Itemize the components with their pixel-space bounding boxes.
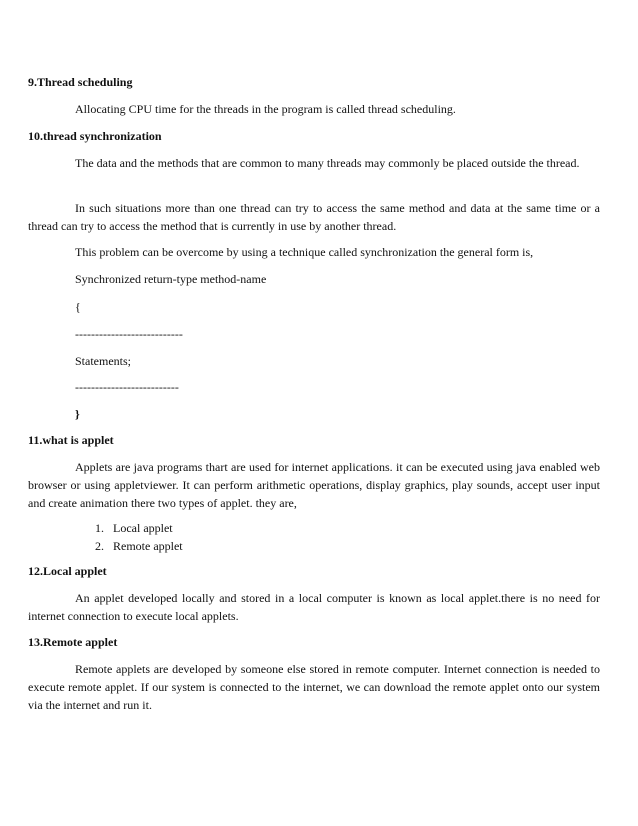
code-dashes-1: ---------------------------	[75, 327, 183, 341]
para-applet: Applets are java programs thart are used for internet applications. it can be executed using java enabled web browser or using appletviewer. It can perform arithmetic operations, display graphics, play sounds, accept user input and create animation there two types of applet. they are,	[28, 460, 600, 510]
list-text: Local applet	[113, 521, 173, 535]
para-thread-scheduling: Allocating CPU time for the threads in the program is called thread scheduling.	[75, 102, 456, 116]
heading-local-applet: 12.Local applet	[28, 564, 107, 578]
para-local-applet: An applet developed locally and stored in a local computer is known as local applet.there is no need for internet connection to execute local applets.	[28, 591, 600, 623]
code-close-brace: }	[75, 407, 80, 421]
para-remote-applet: Remote applets are developed by someone else stored in remote computer. Internet connection is needed to execute remote applet. If our system is connected to the internet, we can download the remote applet onto our system via the internet and run it.	[28, 662, 600, 712]
para-sync-3: This problem can be overcome by using a technique called synchronization the general form is,	[75, 245, 534, 259]
heading-what-is-applet: 11.what is applet	[28, 433, 114, 447]
heading-thread-synchronization: 10.thread synchronization	[28, 129, 162, 143]
list-number: 1.	[95, 521, 104, 535]
heading-remote-applet: 13.Remote applet	[28, 635, 118, 649]
list-number: 2.	[95, 539, 104, 553]
code-open-brace: {	[75, 300, 81, 314]
list-item	[95, 537, 183, 555]
para-sync-2: In such situations more than one thread can try to access the same method and data at the same time or a thread can try to access the method that is currently in use by another thread.	[28, 201, 600, 233]
list-item	[95, 519, 173, 537]
list-text: Remote applet	[113, 539, 183, 553]
code-dashes-2: --------------------------	[75, 380, 179, 394]
para-sync-1: The data and the methods that are common to many threads may commonly be placed outside the thread.	[75, 156, 580, 170]
heading-thread-scheduling: 9.Thread scheduling	[28, 75, 133, 89]
code-signature: Synchronized return-type method-name	[75, 272, 267, 286]
code-statements: Statements;	[75, 354, 131, 368]
